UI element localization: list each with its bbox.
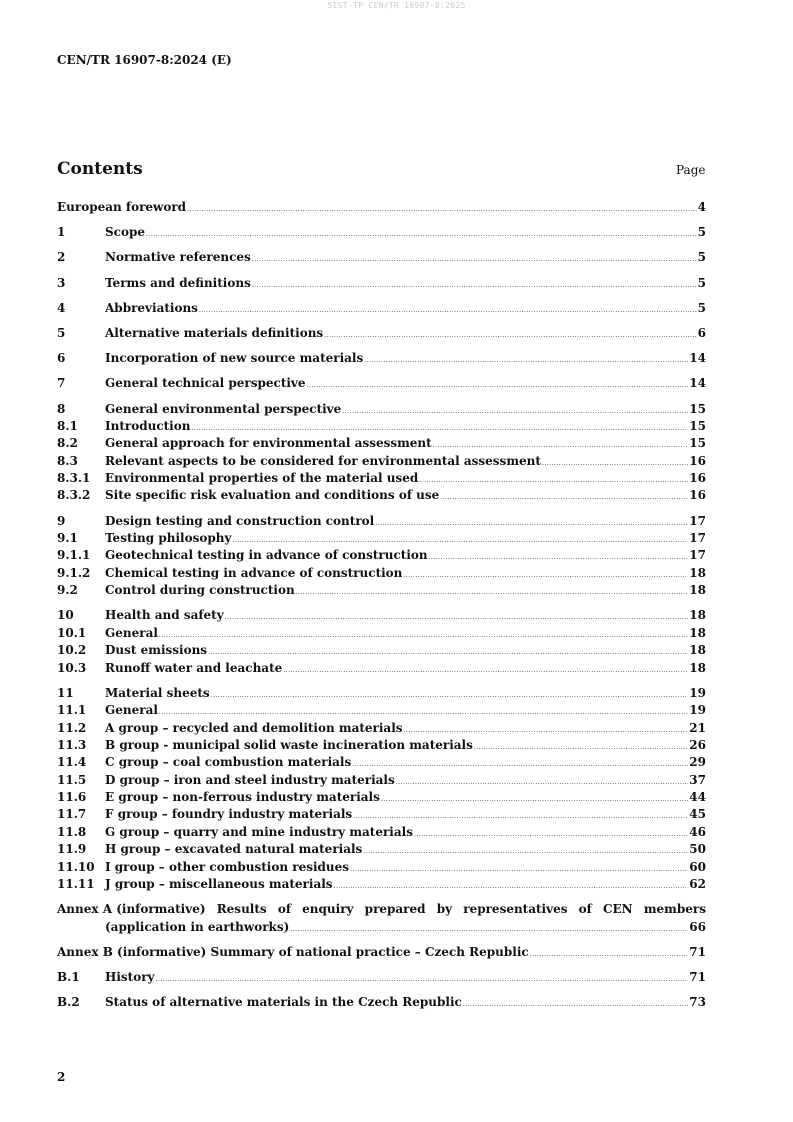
toc-entry-number: 7 bbox=[57, 376, 66, 391]
annex-a-word: enquiry bbox=[302, 902, 354, 917]
dot-leader bbox=[530, 951, 689, 958]
toc-entry-number: 8.2 bbox=[57, 436, 78, 451]
contents-title: Contents bbox=[57, 159, 143, 179]
toc-entry-page: 17 bbox=[689, 513, 706, 528]
toc-entry-number: 10.3 bbox=[57, 660, 87, 675]
toc-entry-page: 71 bbox=[689, 944, 706, 959]
toc-entry-page: 18 bbox=[689, 660, 706, 675]
dot-leader bbox=[363, 848, 688, 855]
toc-entry-number: 11.3 bbox=[57, 737, 87, 752]
toc-entry-number: 10.2 bbox=[57, 643, 87, 658]
toc-entry-title: D group – iron and steel industry materials bbox=[105, 772, 395, 787]
dot-leader bbox=[252, 282, 697, 289]
toc-entry-page: 6 bbox=[697, 325, 706, 340]
annex-a-word: of bbox=[578, 902, 592, 917]
toc-entry-9-1-2[interactable] bbox=[57, 566, 706, 583]
toc-entry-page: 5 bbox=[697, 300, 706, 315]
dot-leader bbox=[187, 206, 697, 213]
toc-entry-page: 37 bbox=[689, 772, 706, 787]
toc-entry-title: C group – coal combustion materials bbox=[105, 755, 352, 770]
dot-leader bbox=[296, 589, 689, 596]
toc-entry-number: 1 bbox=[57, 225, 66, 240]
dot-leader bbox=[146, 231, 697, 238]
toc-entry-annex-b-informative-summary-of-national-practice-czech-republic[interactable] bbox=[57, 945, 706, 962]
toc-entry-page: 15 bbox=[689, 418, 706, 433]
toc-entry-title: Relevant aspects to be considered for environmental assessment bbox=[105, 453, 541, 468]
toc-entry-title: Introduction bbox=[105, 418, 191, 433]
annex-a-word: members bbox=[643, 902, 706, 917]
toc-entry-page: 17 bbox=[689, 548, 706, 563]
toc-entry-number: B.1 bbox=[57, 970, 80, 984]
toc-entry-page: 15 bbox=[689, 436, 706, 451]
dot-leader bbox=[252, 256, 697, 263]
dot-leader bbox=[232, 537, 688, 544]
toc-entry-10-1[interactable] bbox=[57, 626, 706, 643]
dot-leader bbox=[342, 408, 688, 415]
toc-entry-page: 46 bbox=[689, 824, 706, 839]
toc-entry-8-1[interactable] bbox=[57, 419, 706, 436]
toc-entry-title: General environmental perspective bbox=[105, 401, 342, 416]
toc-entry-page: 66 bbox=[689, 919, 706, 934]
toc-entry-title: B group - municipal solid waste incineration materials bbox=[105, 737, 473, 752]
toc-entry-3[interactable] bbox=[57, 276, 706, 293]
toc-entry-title: Runoff water and leachate bbox=[105, 660, 283, 675]
dot-leader bbox=[463, 1001, 688, 1008]
toc-entry-number: 11.5 bbox=[57, 772, 87, 787]
dot-leader bbox=[375, 520, 688, 527]
toc-entry-number: 8.3 bbox=[57, 453, 78, 468]
toc-entry-title: H group – excavated natural materials bbox=[105, 842, 363, 857]
toc-entry-title: I group – other combustion residues bbox=[105, 859, 350, 874]
toc-entry-9[interactable] bbox=[57, 514, 706, 531]
toc-entry-9-1[interactable] bbox=[57, 531, 706, 548]
toc-entry-10-3[interactable] bbox=[57, 661, 706, 678]
annex-a-word: Results bbox=[216, 902, 267, 917]
toc-entry-number: 3 bbox=[57, 275, 66, 290]
toc-entry-page: 19 bbox=[689, 685, 706, 700]
toc-entry-page: 18 bbox=[689, 608, 706, 623]
toc-entry-title: J group – miscellaneous materials bbox=[105, 877, 333, 892]
dot-leader bbox=[211, 692, 689, 699]
toc-entry-8-3[interactable] bbox=[57, 454, 706, 471]
toc-entry-11-9[interactable] bbox=[57, 842, 706, 859]
toc-entry-title: General approach for environmental assessment bbox=[105, 436, 432, 451]
toc-entry-number: 9.1 bbox=[57, 531, 78, 546]
toc-entry-number: 8 bbox=[57, 401, 66, 416]
annex-a-title-line-2 bbox=[57, 920, 706, 937]
toc-entry-number: 5 bbox=[57, 325, 66, 340]
toc-entry-page: 5 bbox=[697, 225, 706, 240]
annex-a-word: of bbox=[277, 902, 291, 917]
toc-entry-title: A group – recycled and demolition materials bbox=[105, 720, 403, 735]
annex-a-word: by bbox=[436, 902, 453, 917]
toc-entry-page: 18 bbox=[689, 643, 706, 658]
toc-entry-number: 11.7 bbox=[57, 807, 87, 822]
toc-entry-number: 11.8 bbox=[57, 824, 87, 839]
toc-entry-title: Material sheets bbox=[105, 685, 210, 700]
toc-entry-number: 6 bbox=[57, 351, 66, 366]
dot-leader bbox=[283, 667, 688, 674]
toc-entry-title: Abbreviations bbox=[105, 300, 198, 315]
toc-entry-11-11[interactable] bbox=[57, 877, 706, 894]
toc-entry-title: European foreword bbox=[57, 200, 187, 214]
toc-entry-title: General bbox=[105, 703, 158, 718]
toc-entry-title: Alternative materials definitions bbox=[105, 325, 324, 340]
toc-entry-page: 16 bbox=[689, 471, 706, 486]
toc-entry-4[interactable] bbox=[57, 301, 706, 318]
page-number: 2 bbox=[57, 1070, 66, 1084]
toc-entry-european-foreword[interactable] bbox=[57, 200, 706, 217]
toc-entry-number: 9.2 bbox=[57, 583, 78, 598]
toc-entry-page: 18 bbox=[689, 625, 706, 640]
toc-entry-11-4[interactable] bbox=[57, 755, 706, 772]
toc-entry-8[interactable] bbox=[57, 402, 706, 419]
toc-entry-title: Scope bbox=[105, 225, 146, 240]
dot-leader bbox=[414, 831, 688, 838]
toc-entry-7[interactable] bbox=[57, 376, 706, 393]
annex-a-word: Annex A (informative) bbox=[57, 902, 206, 917]
toc-entry-number: 10.1 bbox=[57, 625, 87, 640]
toc-entry-title: Site specific risk evaluation and conditions of use bbox=[105, 488, 440, 503]
toc-entry-title: Status of alternative materials in the Czech Republic bbox=[105, 995, 462, 1010]
toc-entry-page: 18 bbox=[689, 565, 706, 580]
toc-entry-page: 14 bbox=[689, 351, 706, 366]
toc-entry-page: 16 bbox=[689, 488, 706, 503]
toc-entry-11-10[interactable] bbox=[57, 860, 706, 877]
dot-leader bbox=[334, 883, 689, 890]
dot-leader bbox=[352, 761, 688, 768]
dot-leader bbox=[191, 425, 688, 432]
toc-entry-11-7[interactable] bbox=[57, 807, 706, 824]
toc-entry-10-2[interactable] bbox=[57, 643, 706, 660]
dot-leader bbox=[307, 382, 689, 389]
toc-entry-11-6[interactable] bbox=[57, 790, 706, 807]
toc-entry-page: 19 bbox=[689, 703, 706, 718]
toc-entry-number: 11.2 bbox=[57, 720, 87, 735]
toc-entry-page: 73 bbox=[689, 995, 706, 1010]
toc-entry-page: 44 bbox=[689, 790, 706, 805]
toc-entry-number: 11.6 bbox=[57, 790, 87, 805]
dot-leader bbox=[542, 460, 688, 467]
toc-entry-1[interactable] bbox=[57, 225, 706, 242]
dot-leader bbox=[381, 796, 688, 803]
toc-entry-6[interactable] bbox=[57, 351, 706, 368]
toc-entry-b-2[interactable] bbox=[57, 995, 706, 1012]
toc-entry-page: 15 bbox=[689, 401, 706, 416]
toc-entry-page: 50 bbox=[689, 842, 706, 857]
toc-entry-title: G group – quarry and mine industry materials bbox=[105, 824, 413, 839]
annex-a-word: prepared bbox=[364, 902, 426, 917]
toc-entry-number: 11.11 bbox=[57, 877, 95, 892]
toc-entry-title: Terms and definitions bbox=[105, 275, 251, 290]
toc-entry-number: 9 bbox=[57, 513, 66, 528]
toc-entry-title: Dust emissions bbox=[105, 643, 208, 658]
dot-leader bbox=[440, 494, 688, 501]
toc-entry-title: Health and safety bbox=[105, 608, 224, 623]
toc-entry-page: 26 bbox=[689, 737, 706, 752]
toc-entry-page: 5 bbox=[697, 250, 706, 265]
dot-leader bbox=[404, 727, 689, 734]
toc-entry-number: 8.1 bbox=[57, 418, 78, 433]
toc-entry-title: Testing philosophy bbox=[105, 531, 232, 546]
dot-leader bbox=[474, 744, 688, 751]
toc-entry-title: Geotechnical testing in advance of construction bbox=[105, 548, 428, 563]
toc-entry-title: General technical perspective bbox=[105, 376, 306, 391]
dot-leader bbox=[159, 709, 688, 716]
toc-entry-number: 9.1.2 bbox=[57, 565, 91, 580]
toc-entry-page: 14 bbox=[689, 376, 706, 391]
toc-entry-page: 21 bbox=[689, 720, 706, 735]
toc-entry-number: 10 bbox=[57, 608, 74, 623]
annex-a-title-line-1 bbox=[57, 902, 706, 919]
toc-entry-11-1[interactable] bbox=[57, 703, 706, 720]
dot-leader bbox=[159, 632, 688, 639]
toc-entry-page: 5 bbox=[697, 275, 706, 290]
dot-leader bbox=[364, 357, 688, 364]
toc-entry-title: Incorporation of new source materials bbox=[105, 351, 364, 366]
toc-entry-title: Design testing and construction control bbox=[105, 513, 375, 528]
toc-entry-11-3[interactable] bbox=[57, 738, 706, 755]
dot-leader bbox=[208, 649, 688, 656]
toc-entry-title: (application in earthworks) bbox=[105, 919, 290, 934]
toc-entry-page: 16 bbox=[689, 453, 706, 468]
toc-entry-title: General bbox=[105, 625, 158, 640]
toc-entry-11-8[interactable] bbox=[57, 825, 706, 842]
toc-entry-10[interactable] bbox=[57, 608, 706, 625]
page-column-label: Page bbox=[676, 163, 706, 177]
toc-entry-number: 11 bbox=[57, 685, 74, 700]
watermark: SIST-TP CEN/TR 16907-8:2025 bbox=[327, 1, 466, 10]
toc-entry-b-1[interactable] bbox=[57, 970, 706, 987]
toc-entry-8-2[interactable] bbox=[57, 436, 706, 453]
toc-entry-number: 11.4 bbox=[57, 755, 87, 770]
toc-entry-number: 2 bbox=[57, 250, 66, 265]
dot-leader bbox=[350, 866, 688, 873]
toc-entry-11-5[interactable] bbox=[57, 773, 706, 790]
toc-entry-9-2[interactable] bbox=[57, 583, 706, 600]
toc-entry-number: 11.9 bbox=[57, 842, 87, 857]
toc-entry-title: Control during construction bbox=[105, 583, 295, 598]
toc-entry-page: 60 bbox=[689, 859, 706, 874]
toc-entry-8-3-2[interactable] bbox=[57, 488, 706, 505]
toc-entry-page: 17 bbox=[689, 531, 706, 546]
toc-entry-number: 11.10 bbox=[57, 859, 95, 874]
toc-entry-title: Environmental properties of the material used bbox=[105, 471, 419, 486]
toc-entry-8-3-1[interactable] bbox=[57, 471, 706, 488]
toc-entry-11-2[interactable] bbox=[57, 721, 706, 738]
dot-leader bbox=[433, 442, 689, 449]
toc-entry-title: Annex B (informative) Summary of national practice – Czech Republic bbox=[57, 944, 529, 959]
toc-entry-title: Normative references bbox=[105, 250, 251, 265]
document-id: CEN/TR 16907-8:2024 (E) bbox=[57, 53, 232, 67]
dot-leader bbox=[419, 477, 688, 484]
toc-entry-page: 18 bbox=[689, 583, 706, 598]
toc-entry-5[interactable] bbox=[57, 326, 706, 343]
toc-entry-title: Chemical testing in advance of construction bbox=[105, 565, 403, 580]
table-of-contents bbox=[57, 200, 706, 1013]
toc-entry-number: 4 bbox=[57, 300, 66, 315]
dot-leader bbox=[290, 926, 688, 933]
dot-leader bbox=[199, 307, 697, 314]
toc-entry-page: 62 bbox=[689, 877, 706, 892]
dot-leader bbox=[324, 332, 696, 339]
toc-entry-number: 8.3.2 bbox=[57, 488, 91, 503]
toc-entry-page: 4 bbox=[697, 200, 706, 214]
dot-leader bbox=[353, 813, 688, 820]
toc-entry-number: 11.1 bbox=[57, 703, 87, 718]
toc-entry-2[interactable] bbox=[57, 250, 706, 267]
toc-entry-9-1-1[interactable] bbox=[57, 548, 706, 565]
toc-entry-number: 9.1.1 bbox=[57, 548, 91, 563]
dot-leader bbox=[403, 572, 688, 579]
dot-leader bbox=[429, 554, 689, 561]
toc-entry-title: E group – non-ferrous industry materials bbox=[105, 790, 380, 805]
toc-entry-annex-a[interactable] bbox=[57, 902, 706, 937]
annex-a-word: CEN bbox=[602, 902, 633, 917]
toc-entry-number: 8.3.1 bbox=[57, 471, 91, 486]
toc-entry-title: F group – foundry industry materials bbox=[105, 807, 353, 822]
dot-leader bbox=[156, 976, 689, 983]
dot-leader bbox=[225, 614, 689, 621]
toc-entry-title: History bbox=[105, 970, 155, 984]
toc-entry-number: B.2 bbox=[57, 995, 80, 1010]
toc-entry-11[interactable] bbox=[57, 686, 706, 703]
toc-entry-page: 29 bbox=[689, 755, 706, 770]
annex-a-word: representatives bbox=[463, 902, 568, 917]
toc-entry-page: 71 bbox=[689, 970, 706, 984]
toc-entry-page: 45 bbox=[689, 807, 706, 822]
dot-leader bbox=[396, 779, 689, 786]
